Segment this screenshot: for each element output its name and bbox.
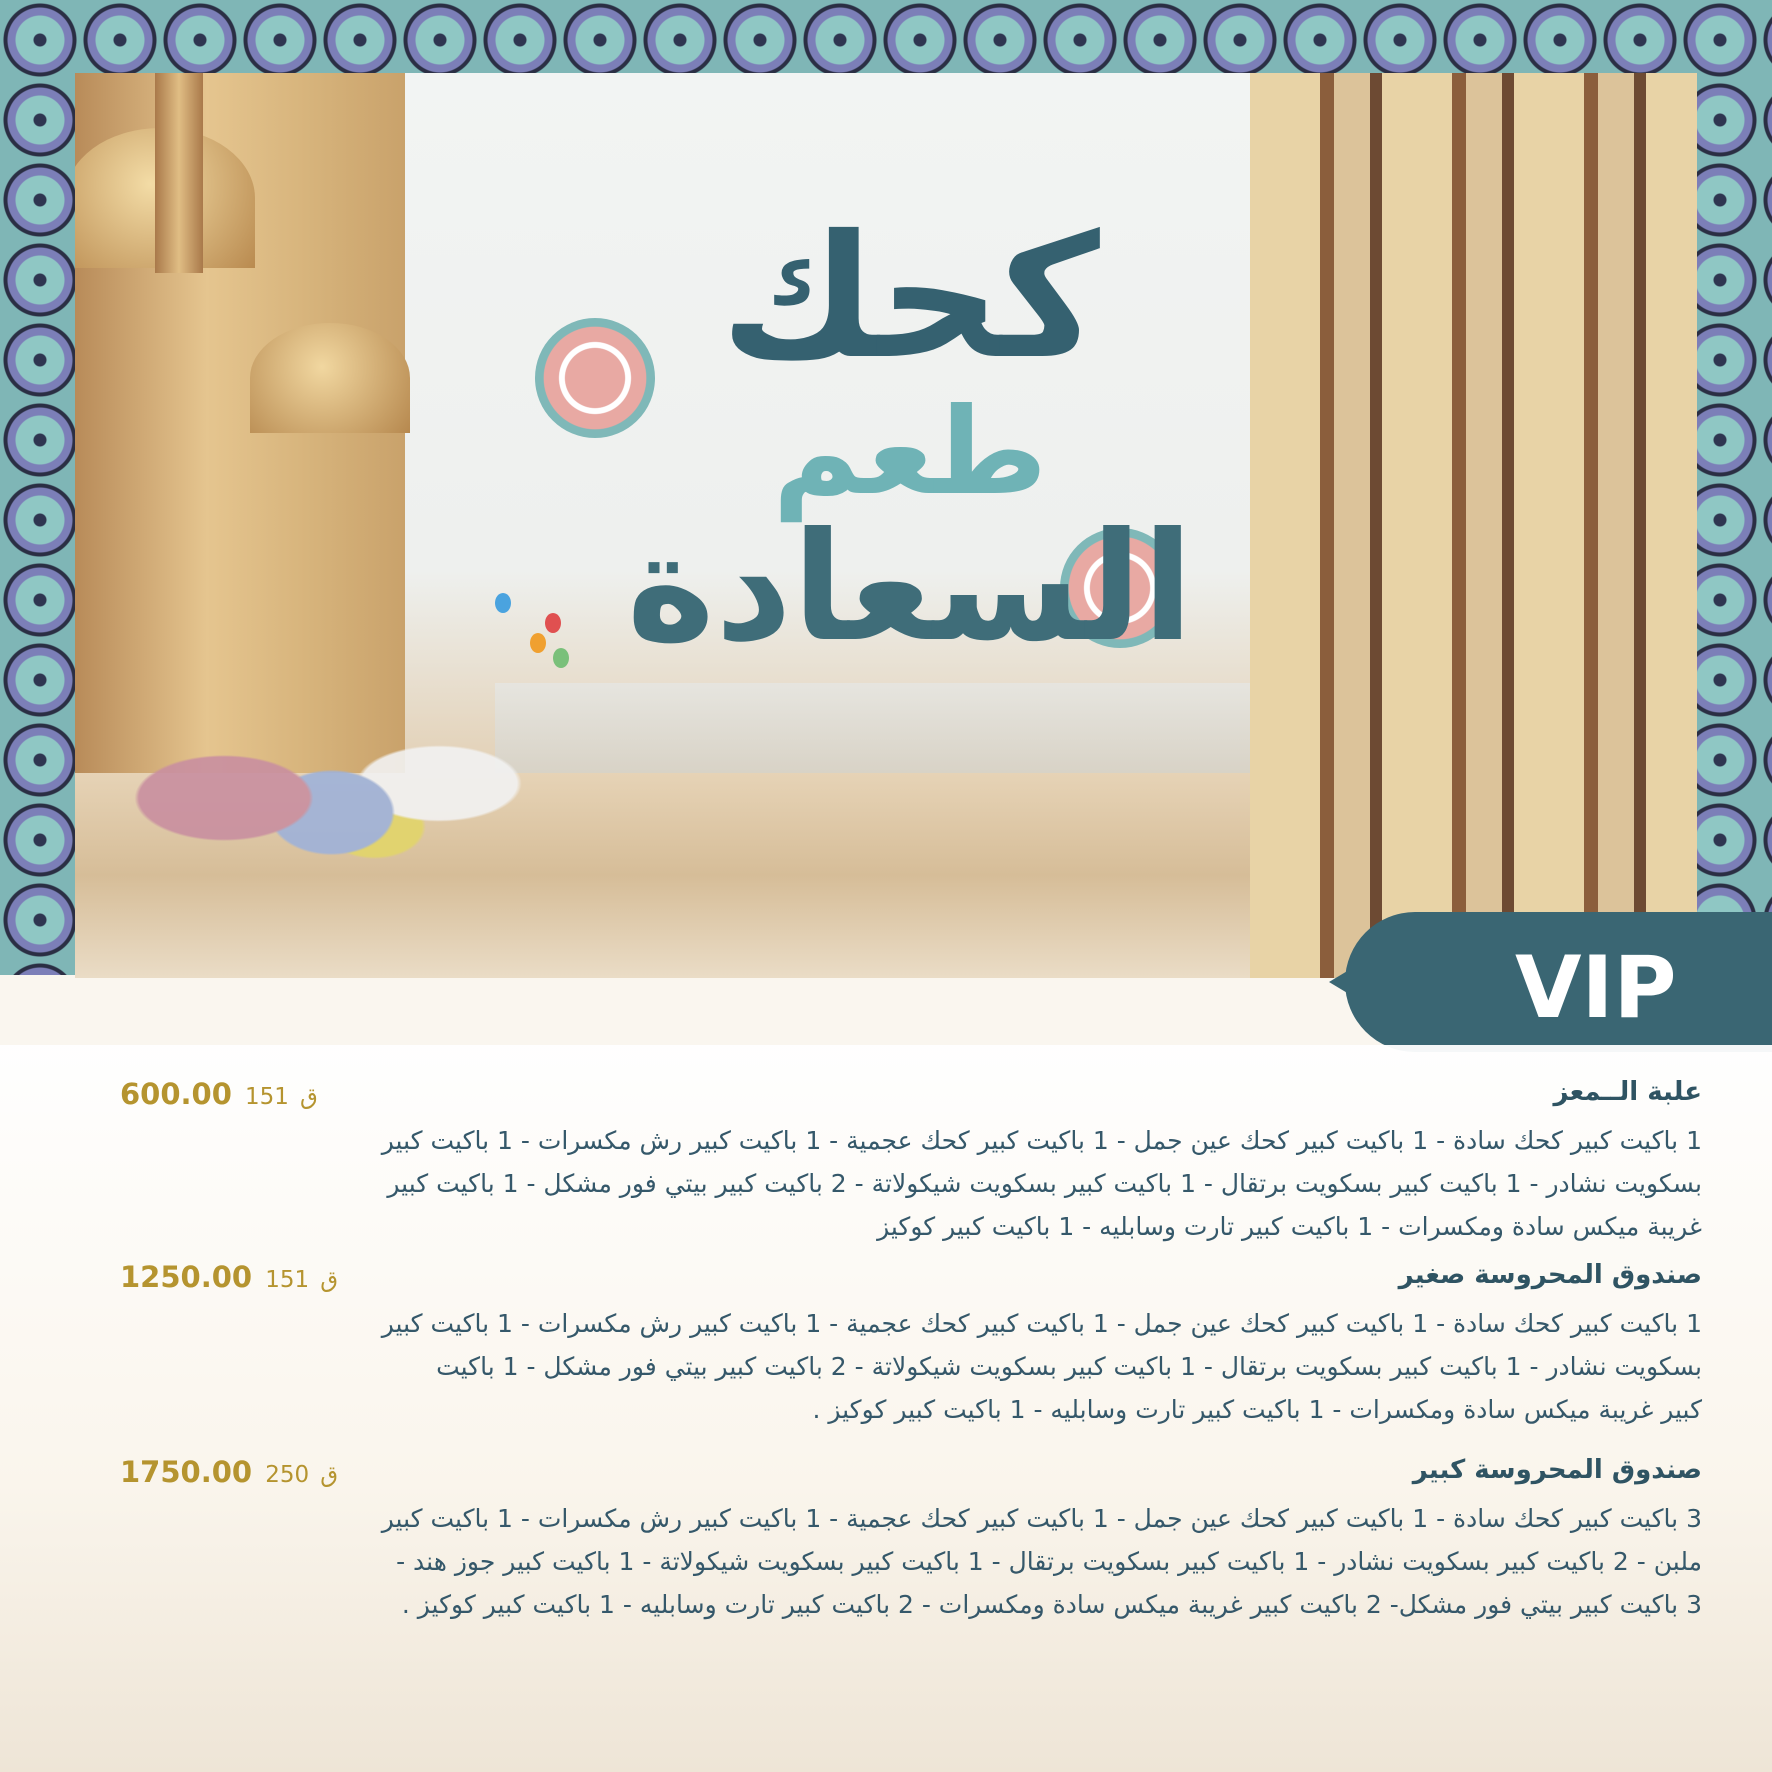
description-line: كبير غريبة ميكس سادة ومكسرات - 1 باكيت كبير تارت وسابليه - 1 باكيت كبير كوكيز . [812,1395,1702,1424]
logo-word-kahk: كحك [720,199,1100,397]
price-block [120,1260,338,1294]
item-currency: ق [320,1267,339,1293]
menu-content [0,1045,1772,1772]
description-line: ملبن - 2 باكيت كبير بسكويت نشادر - 1 باكيت كبير بسكويت برتقال - 1 باكيت كبير بسكويت شيكولاتة - 1 باكيت كبير جوز هند - [396,1547,1702,1576]
menu-item [120,1077,1702,1248]
item-title: صندوق المحروسة كبير [1412,1455,1702,1485]
logo-word-saada: السعادة [626,501,1194,675]
item-code: 151 [265,1267,310,1293]
item-price: 600.00 [120,1077,232,1111]
item-description [120,1302,1702,1431]
item-code: 250 [265,1462,310,1488]
item-header [120,1260,1702,1302]
dome-small [250,323,410,433]
description-line: بسكويت نشادر - 1 باكيت كبير بسكويت برتقال - 1 باكيت كبير بسكويت شيكولاتة - 2 باكيت كبير بيتي فور مشكل - 1 باكيت [436,1352,1702,1381]
item-title: صندوق المحروسة صغير [1398,1260,1702,1290]
description-line: 1 باكيت كبير كحك سادة - 1 باكيت كبير كحك عين جمل - 1 باكيت كبير كحك عجمية - 1 باكيت كبير رش مكسرات - 1 باكيت كبير [381,1126,1702,1155]
item-header [120,1455,1702,1497]
hero-illustration [75,73,1697,978]
description-line: غريبة ميكس سادة ومكسرات - 1 باكيت كبير تارت وسابليه - 1 باكيت كبير كوكيز [877,1212,1702,1241]
price-block [120,1455,338,1489]
description-line: بسكويت نشادر - 1 باكيت كبير بسكويت برتقال - 1 باكيت كبير بسكويت شيكولاتة - 2 باكيت كبير بيتي فور مشكل - 1 باكيت كبير [387,1169,1702,1198]
description-line: 1 باكيت كبير كحك سادة - 1 باكيت كبير كحك عين جمل - 1 باكيت كبير كحك عجمية - 1 باكيت كبير رش مكسرات - 1 باكيت كبير [381,1309,1702,1338]
vip-label: VIP [1515,938,1677,1038]
logo-word-taam: طعم [772,383,1048,522]
vip-banner [1345,912,1772,1052]
item-price: 1750.00 [120,1455,253,1489]
stone-wall-right [1250,73,1697,978]
item-currency: ق [300,1084,318,1110]
description-line: 3 باكيت كبير بيتي فور مشكل- 2 باكيت كبير غريبة ميكس سادة ومكسرات - 2 باكيت كبير تارت وسابليه - 1 باكيت كبير كوكيز . [401,1590,1702,1619]
minaret [155,73,203,273]
menu-item [120,1260,1702,1431]
item-description [120,1119,1702,1248]
people-group [95,653,525,943]
item-code: 151 [245,1084,289,1110]
campaign-logo [615,183,1205,723]
description-line: 3 باكيت كبير كحك سادة - 1 باكيت كبير كحك عين جمل - 1 باكيت كبير كحك عجمية - 1 باكيت كبير رش مكسرات - 1 باكيت كبير [381,1504,1702,1533]
item-currency: ق [320,1462,339,1488]
menu-item [120,1455,1702,1626]
item-price: 1250.00 [120,1260,253,1294]
item-description [120,1497,1702,1626]
item-header [120,1077,1702,1119]
item-title: علبة الــمعز [1553,1077,1702,1107]
price-block [120,1077,318,1111]
